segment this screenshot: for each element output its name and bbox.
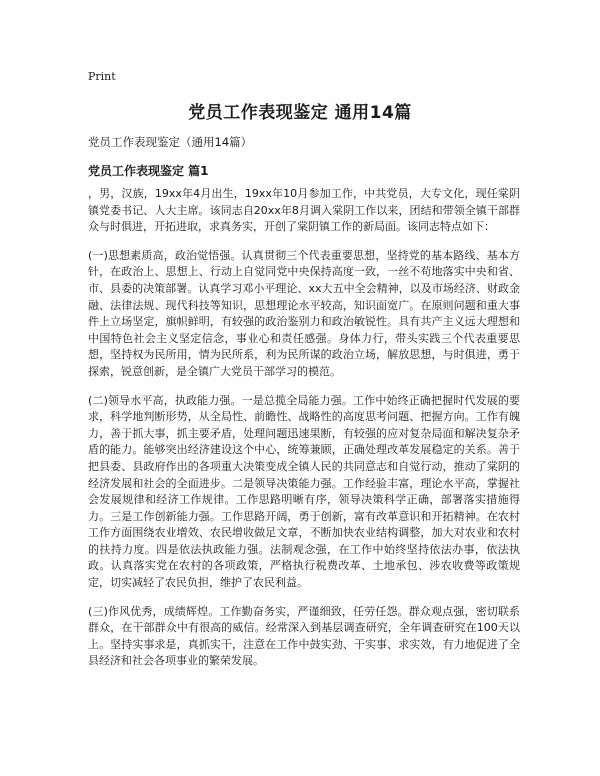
document-subtitle: 党员工作表现鉴定（通用14篇） [88, 135, 253, 149]
article-body [88, 186, 520, 682]
print-link[interactable]: Print [88, 70, 116, 83]
section-heading: 党员工作表现鉴定 篇1 [88, 164, 209, 178]
paragraph-leadership: (二)领导水平高，执政能力强。一是总揽全局能力强。工作中始终正确把握时代发展的要求，科学地判断形势，从全局性、前瞻性、战略性的高度思考问题、把握方向。工作有魄力，善于抓大事，抓主要矛盾，处理问题迅速果断，有较强的应对复杂局面和解决复杂矛盾的能力。能够突出经济建设这个中心，统筹兼顾，正确处理改革发展稳定的关系。善于把县委、县政府作出的各项重大决策变成全镇人民的共同意志和自觉行动，推动了棠阴的经济发展和社会的全面进步。二是领导决策能力强。工作经验丰富，理论水平高，掌握社会发展规律和经济工作规律。工作思路明晰有序，领导决策科学正确，部署落实措施得力。三是工作创新能力强。工作思路开阔，勇于创新，富有改革意识和开拓精神。在农村工作方面围绕农业增效、农民增收做足文章，不断加快农业结构调整，加大对农业和农村的扶持力度。四是依法执政能力强。法制观念强，在工作中始终坚持依法办事，依法执政。认真落实党在农村的各项政策，严格执行税费改革、土地承包、涉农收费等政策规定，切实减轻了农民负担，维护了农民利益。 [88, 393, 520, 590]
intro-paragraph: ，男，汉族，19xx年4月出生，19xx年10月参加工作，中共党员，大专文化，现任棠阴镇党委书记、人大主席。该同志自20xx年8月调入棠阴工作以来，团结和带领全镇干部群众与时俱进，开拓进取，求真务实，开创了棠阴镇工作的新局面。该同志特点如下： [88, 187, 520, 234]
page-title: 党员工作表现鉴定 通用14篇 [188, 103, 412, 123]
paragraph-work-style: (三)作风优秀，成绩辉煌。工作勤奋务实，严谨细致，任劳任怨。群众观点强，密切联系群众，在干部群众中有很高的威信。经常深入到基层调查研究，全年调查研究在100天以上。坚持实事求是，真抓实干，注意在工作中鼓实劲、干实事、求实效，有力地促进了全县经济和社会各项事业的繁荣发展。 [88, 604, 520, 668]
paragraph-political-quality: (一)思想素质高，政治觉悟强。认真贯彻三个代表重要思想，坚持党的基本路线、基本方针，在政治上、思想上、行动上自觉同党中央保持高度一致，一丝不苟地落实中央和省、市、县委的决策部署。认真学习邓小平理论、xx大五中全会精神，以及市场经济、财政金融、法律法规、现代科技等知识，思想理论水平较高，知识面宽广。在原则问题和重大事件上立场坚定，旗帜鲜明，有较强的政治鉴别力和政治敏锐性。具有共产主义远大理想和中国特色社会主义坚定信念，事业心和责任感强。身体力行，带头实践三个代表重要思想，坚持权为民所用，情为民所系，利为民所谋的政治立场，解放思想，与时俱进，勇于探索，锐意创新，是全镇广大党员干部学习的模范。 [88, 248, 520, 378]
